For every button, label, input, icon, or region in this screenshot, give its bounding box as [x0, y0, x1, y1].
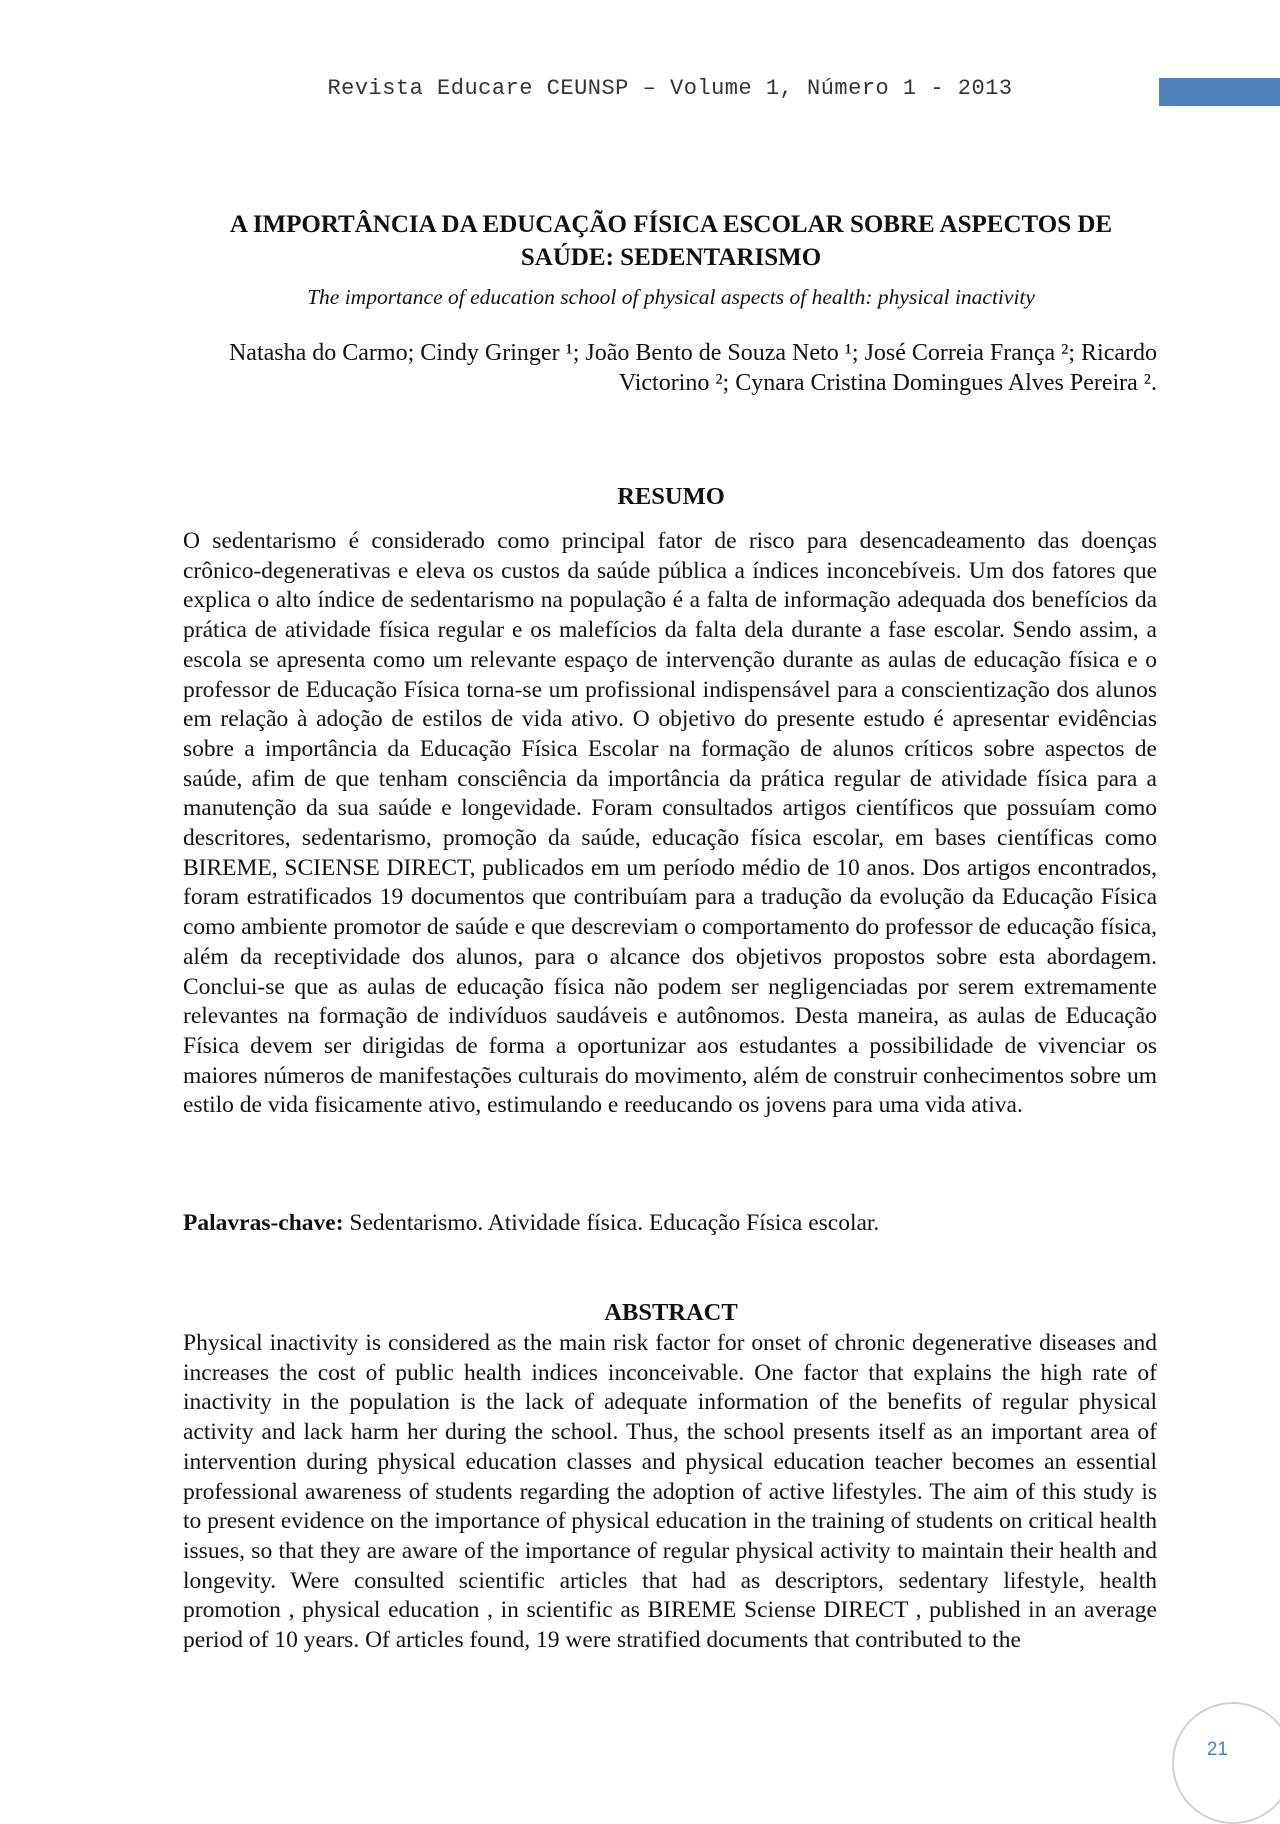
resumo-text: O sedentarismo é considerado como principal fator de risco para desencadeamento das doenças crônico-degenerativas e eleva os custos da saúde pública a índices inconcebíveis. Um dos fatores que explica o alto índice de sedentarismo na população é a falta de informação adequada dos benefícios da prática de atividade física regular e os malefícios da falta dela durante a fase escolar. Sendo assim, a escola se apresenta como um relevante espaço de intervenção durante as aulas de educação física e o professor de Educação Física torna-se um profissional indispensável para a conscientização dos alunos em relação à adoção de estilos de vida ativo. O objetivo do presente estudo é apresentar evidências sobre a importância da Educação Física Escolar na formação de alunos críticos sobre aspectos de saúde, afim de que tenham consciência da importância da prática regular de atividade física para a manutenção da sua saúde e longevidade. Foram consultados artigos científicos que possuíam como descritores, sedentarismo, promoção da saúde, educação física escolar, em bases científicas como BIREME, SCIENSE DIRECT, publicados em um período médio de 10 anos. Dos artigos encontrados, foram estratificados 19 documentos que contribuíam para a tradução da evolução da Educação Física como ambiente promotor de saúde e que descreviam o comportamento do professor de educação física, além da receptividade dos alunos, para o alcance dos objetivos propostos sobre esta abordagem. Conclui-se que as aulas de educação física não podem ser negligenciadas por serem extremamente relevantes na formação de indivíduos saudáveis e autônomos. Desta maneira, as aulas de Educação Física devem ser dirigidas de forma a oportunizar aos estudantes a possibilidade de vivenciar os maiores números de manifestações culturais do movimento, além de construir conhecimentos sobre um estilo de vida fisicamente ativo, estimulando e reeducando os jovens para uma vida ativa.	[183, 528, 1157, 1119]
header-accent-bar	[1159, 78, 1280, 106]
author-list: Natasha do Carmo; Cindy Gringer ¹; João Bento de Souza Neto ¹; José Correia França ²; Ricardo Victorino ²; Cynara Cristina Domingues Alves Pereira ².	[228, 340, 1157, 396]
running-head: Revista Educare CEUNSP – Volume 1, Número 1 - 2013	[327, 76, 1013, 101]
keywords-label: Palavras-chave:	[183, 1210, 344, 1236]
keywords-line	[183, 1209, 1157, 1239]
page-number: 21	[1206, 1739, 1228, 1760]
article-subtitle: The importance of education school of physical aspects of health: physical inactivity	[307, 285, 1035, 309]
keywords-values: Sedentarismo. Atividade física. Educação Física escolar.	[343, 1210, 880, 1236]
abstract-text: Physical inactivity is considered as the main risk factor for onset of chronic degenerative diseases and increases the cost of public health indices inconceivable. One factor that explains the high rate of inactivity in the population is the lack of adequate information of the benefits of regular physical activity and lack harm her during the school. Thus, the school presents itself as an important area of intervention during physical education classes and physical education teacher becomes an essential professional awareness of students regarding the adoption of active lifestyles. The aim of this study is to present evidence on the importance of physical education in the training of students on critical health issues, so that they are aware of the importance of regular physical activity to maintain their health and longevity. Were consulted scientific articles that had as descriptors, sedentary lifestyle, health promotion , physical education , in scientific as BIREME Sciense DIRECT , published in an average period of 10 years. Of articles found, 19 were stratified documents that contributed to the	[183, 1330, 1157, 1654]
resumo-heading: RESUMO	[617, 483, 725, 510]
abstract-heading: ABSTRACT	[604, 1299, 738, 1326]
page-number-circle	[1172, 1702, 1280, 1824]
article-title: A IMPORTÂNCIA DA EDUCAÇÃO FÍSICA ESCOLAR SOBRE ASPECTOS DE SAÚDE: SEDENTARISMO	[229, 211, 1113, 271]
